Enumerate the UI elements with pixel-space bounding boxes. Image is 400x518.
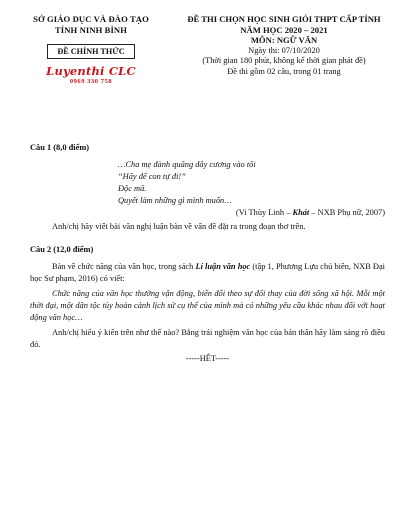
intro-text: Bàn về chức năng của văn học, trong sách — [52, 262, 196, 271]
poem-line: “Hãy để con tự đi!” — [118, 172, 186, 181]
quoted-opinion: Chức năng của văn học thường vận động, biến đổi theo sự đổi thay của đời sống xã hội. Mỗi một thời đại, một dân tộc tùy hoàn cảnh lịch sử cụ thể của mình mà có những yêu cầu khác nhau đối với hoạt động văn học… — [30, 289, 385, 322]
logo-text: Luyenthi CLC — [46, 64, 136, 78]
book-title: Lí luận văn học — [195, 262, 251, 271]
subject: MÔN: NGỮ VĂN — [250, 35, 318, 45]
poem-line: …Cha mẹ đành quăng dây cương vào tôi — [118, 160, 256, 169]
poem-citation — [30, 207, 385, 219]
citation-work: Khát — [292, 208, 310, 217]
exam-duration: (Thời gian 180 phút, không kể thời gian phát đề) — [202, 56, 366, 65]
end-mark: -----HẾT----- — [185, 354, 230, 363]
logo-phone: 0969 330 758 — [69, 78, 113, 85]
question-2-prompt: Anh/chị hiểu ý kiến trên như thế nào? Bằng trải nghiệm văn học của bản thân hãy làm sáng rõ điều đó. — [30, 328, 385, 349]
poem-line: Quyết làm những gì mình muốn… — [118, 196, 232, 205]
question-2-intro — [30, 261, 385, 285]
exam-date: Ngày thi: 07/10/2020 — [248, 45, 320, 55]
page-count: Đề thi gồm 02 câu, trong 01 trang — [227, 66, 341, 76]
question-2-heading: Câu 2 (12,0 điểm) — [30, 245, 94, 254]
school-year: NĂM HỌC 2020 – 2021 — [240, 24, 328, 35]
official-badge: ĐỀ CHÍNH THỨC — [47, 44, 134, 59]
exam-header — [178, 14, 390, 77]
question-1 — [30, 142, 385, 233]
province-name: TỈNH NINH BÌNH — [54, 25, 128, 35]
citation-author: (Vi Thùy Linh – — [235, 208, 293, 217]
issuer-header — [10, 14, 172, 86]
question-1-prompt: Anh/chị hãy viết bài văn nghị luận bàn về vấn đề đặt ra trong đoạn thơ trên. — [52, 222, 306, 231]
department-name: SỞ GIÁO DỤC VÀ ĐÀO TẠO — [33, 14, 149, 24]
exam-title: ĐỀ THI CHỌN HỌC SINH GIỎI THPT CẤP TỈNH — [187, 14, 381, 24]
question-1-heading: Câu 1 (8,0 điểm) — [30, 143, 90, 152]
poem-line: Độc mã. — [118, 184, 147, 193]
intro-source: (tập 1, Phương Lựu chủ biên, NXB Đại học Sư phạm, 2016) có viết: — [30, 262, 386, 283]
question-2 — [30, 244, 385, 365]
watermark-logo — [10, 65, 172, 86]
citation-publisher: – NXB Phụ nữ, 2007) — [309, 208, 385, 217]
